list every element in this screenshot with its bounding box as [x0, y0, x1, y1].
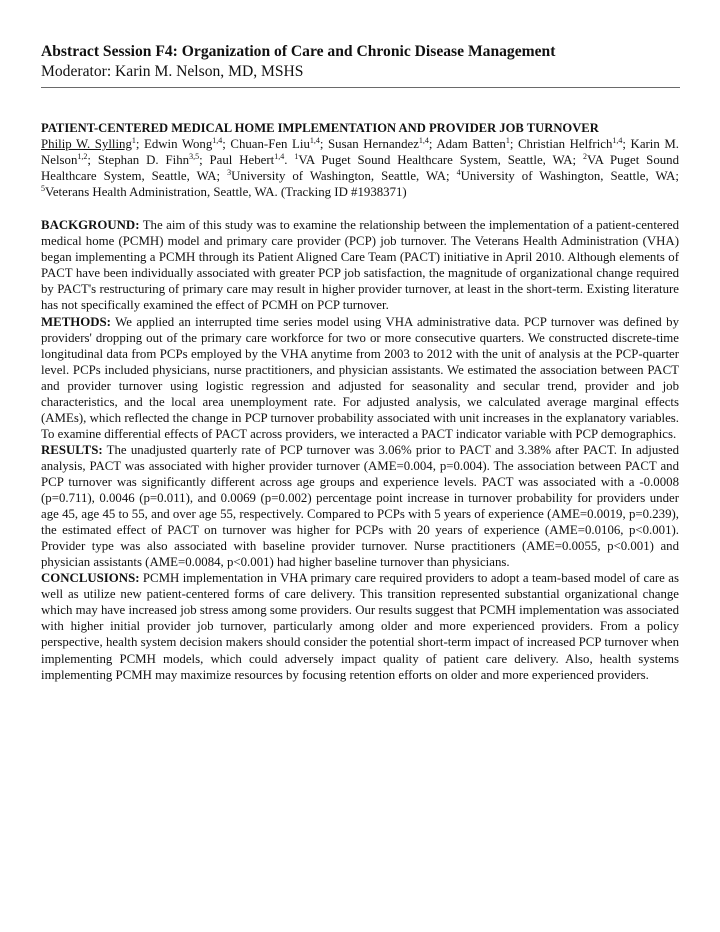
results-section	[41, 442, 679, 570]
affiliation: VA Puget Sound Healthcare System, Seattle, WA;	[298, 153, 583, 168]
author-name: ; Christian Helfrich	[509, 137, 613, 152]
conclusions-text: PCMH implementation in VHA primary care required providers to adopt a team-based model of care as well as utilize new patient-centered forms of care delivery. This transition represented substantial organizational change which may have increased job stress among some providers. Our results suggest that PCMH implementation was associated with higher initial provider job turnover, particularly among older and more experienced providers. From a policy perspective, health system decision makers should consider the potential short-term impact of increased PCP turnover when implementing PCMH models, which could adversely impact quality of patient care delivery. Also, health systems implementing PCMH may maximize resources by focusing retention efforts on older and more experienced providers.	[41, 571, 679, 682]
abstract-page	[41, 42, 679, 683]
abstract-title: PATIENT-CENTERED MEDICAL HOME IMPLEMENTATION AND PROVIDER JOB TURNOVER	[41, 121, 599, 135]
results-heading: RESULTS:	[41, 442, 103, 457]
affiliation-sup: 3	[227, 168, 232, 178]
author-sup: 1,4	[212, 136, 223, 146]
author-sup: 1,4	[418, 136, 429, 146]
background-text: The aim of this study was to examine the relationship between the implementation of a patient-centered medical home (PCMH) model and primary care provider (PCP) job turnover. The Veterans Health Administration (VHA) began implementing a PCMH through its Patient Aligned Care Team (PACT) initiative in April 2010. Although elements of PACT have been individually associated with greater PCP job satisfaction, the magnitude of organizational change required by PACT's restructuring of primary care may result in higher provider turnover, at least in the short-term. Existing literature has not specifically examined the effect of PCMH on PCP turnover.	[41, 218, 679, 313]
affiliation-sup: 1	[294, 152, 299, 162]
background-section	[41, 217, 679, 313]
author-separator: .	[284, 153, 295, 168]
author-name: ; Susan Hernandez	[319, 137, 419, 152]
author-list	[41, 136, 679, 200]
methods-section	[41, 314, 679, 442]
abstract-body	[41, 120, 679, 683]
author-sup: 1,4	[274, 152, 285, 162]
author-name: ; Chuan-Fen Liu	[222, 137, 310, 152]
author-sup: 1,4	[309, 136, 320, 146]
author-name: ; Edwin Wong	[135, 137, 213, 152]
author-sup: 1,4	[612, 136, 623, 146]
affiliation: VA Puget Sound Healthcare System, Seattle, WA;	[41, 153, 680, 184]
affiliation: University of Washington, Seattle, WA;	[231, 169, 457, 184]
methods-heading: METHODS:	[41, 314, 111, 329]
affiliation-sup: 2	[582, 152, 587, 162]
background-heading: BACKGROUND:	[41, 218, 140, 233]
first-author: Philip W. Sylling	[41, 137, 132, 152]
author-sup: 1	[131, 136, 136, 146]
author-name: ; Adam Batten	[428, 137, 506, 152]
conclusions-heading: CONCLUSIONS:	[41, 571, 140, 586]
methods-text: We applied an interrupted time series model using VHA administrative data. PCP turnover was defined by providers' dropping out of the primary care workforce for two or more consecutive quarters. We constructed discrete-time longitudinal data from PCPs employed by the VHA anytime from 2003 to 2012 with the unit of analysis at the PCP-quarter level. PCPs included physicians, nurse practitioners, and physician assistants. We estimated the association between PACT and provider turnover using logistic regression and adjusted for seasonality and secular trend, provider and job characteristics, and the local area unemployment rate. For adjusted analysis, we calculated average marginal effects (AMEs), which reflected the change in PCP turnover probability associated with unit increases in the explanatory variables. To examine differential effects of PACT across providers, we interacted a PACT indicator variable with PCP demographics.	[41, 314, 679, 441]
author-sup: 3,5	[189, 152, 200, 162]
affiliation-sup: 5	[41, 184, 45, 194]
author-name: ; Stephan D. Fihn	[87, 153, 190, 168]
author-sup: 1,2	[77, 152, 88, 162]
conclusions-section	[41, 570, 679, 682]
affiliation-sup: 4	[456, 168, 461, 178]
moderator-line: Moderator: Karin M. Nelson, MD, MSHS	[41, 63, 304, 80]
header-divider	[41, 87, 680, 88]
affiliation: Veterans Health Administration, Seattle, WA. (Tracking ID #1938371)	[45, 185, 407, 200]
author-name: ; Karin M. Nelson	[41, 137, 679, 168]
author-sup: 1	[505, 136, 510, 146]
author-name: ; Paul Hebert	[199, 153, 275, 168]
session-title: Abstract Session F4: Organization of Care and Chronic Disease Management	[41, 43, 556, 60]
affiliation: University of Washington, Seattle, WA;	[460, 169, 679, 184]
results-text: The unadjusted quarterly rate of PCP turnover was 3.06% prior to PACT and 3.38% after PACT. In adjusted analysis, PACT was associated with higher provider turnover (AME=0.004, p=0.004). The association between PACT and PCP turnover was significantly different across age groups and experience levels. PACT was associated with a -0.0008 (p=0.711), 0.0046 (p=0.011), and 0.0069 (p=0.002) percentage point increase in turnover probability for providers under age 45, age 45 to 55, and over age 55, respectively. Compared to PCPs with 5 years of experience (AME=0.0019, p=0.239), the estimated effect of PACT on turnover was higher for PCPs with 20 years of experience (AME=0.0106, p<0.001). Provider type was also associated with baseline provider turnover. Nurse practitioners (AME=0.0055, p<0.001) and physician assistants (AME=0.0084, p<0.001) had higher baseline turnover than physicians.	[41, 442, 679, 570]
